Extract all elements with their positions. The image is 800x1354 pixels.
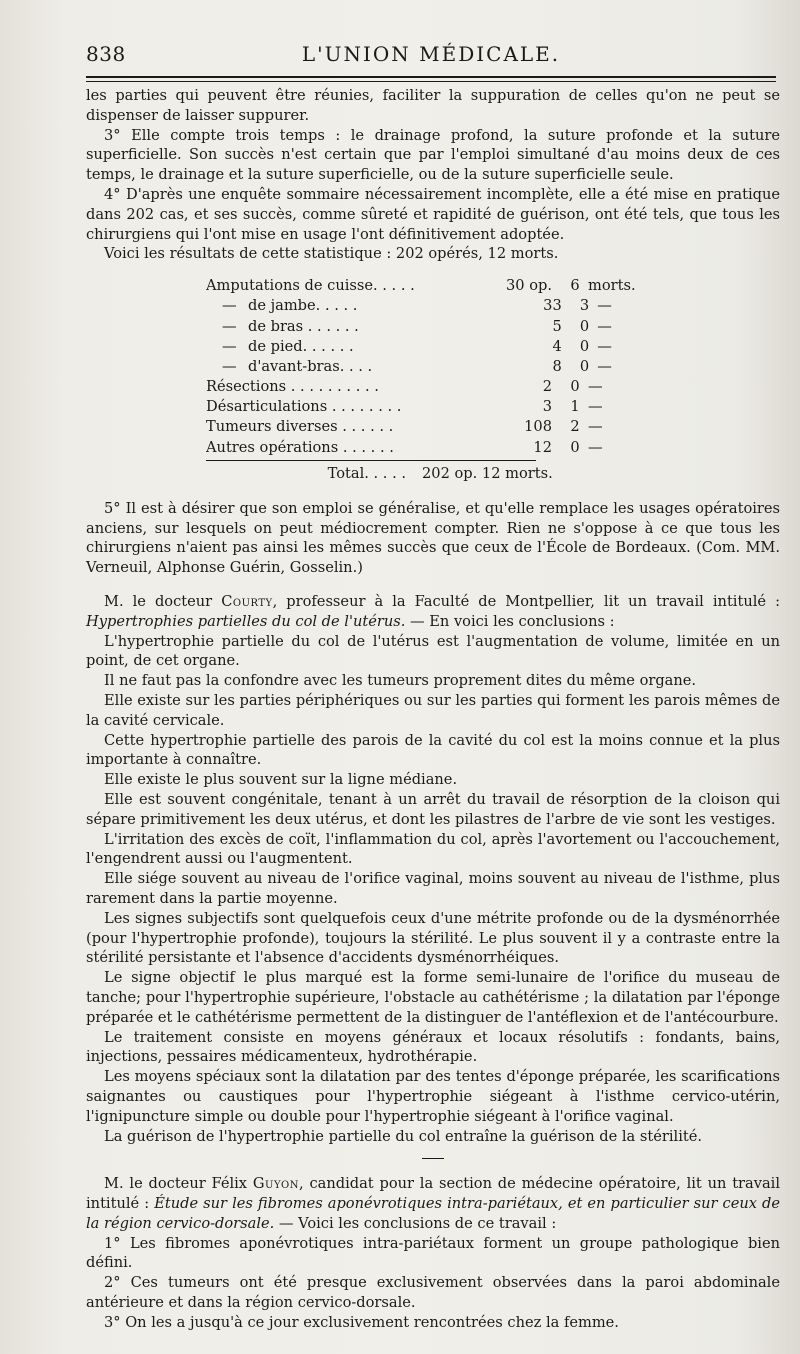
table-row bbox=[206, 337, 666, 357]
paragraph: Les moyens spéciaux sont la dilatation par des tentes d'éponge préparée, les scarifications saignantes ou caustiques pour l'hypertrophie siégeant à l'isthme cervico-utérin, l'ignipuncture simple ou double pour l'hypertrophie siégeant à l'orifice vaginal. bbox=[86, 1068, 780, 1125]
table-row bbox=[206, 397, 666, 417]
row-label bbox=[206, 357, 485, 377]
row-deaths: 2 bbox=[570, 418, 580, 436]
guyon-after-title: — Voici les conclusions de ce travail : bbox=[274, 1214, 557, 1232]
conclusion-paragraph bbox=[86, 499, 780, 578]
ditto-dash: — bbox=[222, 337, 237, 355]
paragraph: 3° Elle compte trois temps : le drainage profond, la suture profonde et la suture superficielle. Son succès n'est certain que par l'emploi simultané d'au moins deux de ces temps, le drainage et la suture superficielle, ou de la suture superficielle seule. bbox=[86, 126, 780, 184]
row-unit: — bbox=[597, 297, 612, 315]
row-deaths: 0 bbox=[570, 378, 580, 396]
table-row bbox=[206, 276, 666, 296]
row-label-text: de bras . . . . . . bbox=[248, 317, 359, 335]
row-unit: — bbox=[588, 378, 603, 396]
table-row bbox=[206, 438, 666, 458]
row-label bbox=[206, 296, 485, 316]
commission-note: (Com. MM. Verneuil, Alphonse Guérin, Gosselin.) bbox=[86, 539, 780, 577]
table-row bbox=[206, 377, 666, 397]
table-row bbox=[206, 417, 666, 437]
guyon-lead-2: , candidat pour la section de médecine opératoire, lit un travail intitulé : bbox=[86, 1175, 781, 1212]
paragraph: 4° D'après une enquête sommaire nécessairement incomplète, elle a été mise en pratique dans 202 cas, et ses succès, comme sûreté et rapidité de guérison, ont été tels, que tous les chirurgiens qui l'ont mise en usage l'ont définitivement adoptée. bbox=[86, 185, 780, 243]
row-deaths: 0 bbox=[579, 317, 590, 335]
row-operations: 33 bbox=[543, 297, 562, 315]
total-deaths: 12 bbox=[481, 464, 501, 482]
row-operations: 5 bbox=[552, 317, 562, 335]
paragraph: 2° Ces tumeurs ont été presque exclusivement observées dans la paroi abdominale antérieure et dans la région cervico-dorsale. bbox=[86, 1274, 780, 1311]
row-operations: 30 op. bbox=[506, 277, 552, 295]
row-operations: 2 bbox=[542, 378, 552, 396]
row-deaths: 0 bbox=[579, 337, 590, 355]
header-rule-thin bbox=[86, 81, 776, 82]
row-label bbox=[206, 417, 474, 437]
paragraph: L'irritation des excès de coït, l'inflammation du col, après l'avortement ou l'accouchement, l'engendrent aussi ou l'augmentent. bbox=[86, 830, 780, 868]
row-label bbox=[206, 337, 485, 357]
paragraph: Cette hypertrophie partielle des parois de la cavité du col est la moins connue et la plus importante à connaître. bbox=[86, 731, 780, 769]
paragraph: Le traitement consiste en moyens généraux et locaux résolutifs : fondants, bains, injections, pessaires médicamenteux, hydrothérapie. bbox=[86, 1028, 780, 1066]
paragraph: L'hypertrophie partielle du col de l'utérus est l'augmentation de volume, limitée en un point, de cet organe. bbox=[86, 632, 780, 670]
header-rule bbox=[86, 76, 776, 78]
row-deaths: 0 bbox=[579, 357, 590, 375]
row-operations: 3 bbox=[542, 398, 552, 416]
guyon-lead: M. le docteur Félix bbox=[104, 1175, 248, 1193]
total-rule bbox=[206, 460, 536, 461]
paragraph: Le signe objectif le plus marqué est la forme semi-lunaire de l'orifice du museau de tanche; pour l'hypertrophie supérieure, l'obstacle au cathétérisme ; la dilatation par l'éponge préparée et le cathétérisme permettent de la distinguer de l'antéflexion et de l'antécourbure. bbox=[86, 969, 780, 1026]
paragraph: 3° On les a jusqu'à ce jour exclusivement rencontrées chez la femme. bbox=[104, 1313, 619, 1331]
row-operations: 108 bbox=[524, 418, 552, 436]
row-deaths: 3 bbox=[579, 297, 590, 315]
table-row bbox=[206, 357, 666, 377]
paragraph: Les signes subjectifs sont quelquefois ceux d'une métrite profonde ou de la dysménorrhée (pour l'hypertrophie profonde), toujours la stérilité. Le plus souvent il y a contraste entre la stérilité persistante et l'absence d'accidents dysménorrhéiques. bbox=[86, 909, 780, 967]
courty-lead-2: , professeur à la Faculté de Montpellier, lit un travail intitulé : bbox=[272, 593, 781, 611]
row-unit: — bbox=[597, 357, 612, 375]
guyon-conclusions bbox=[86, 1234, 780, 1333]
table-row bbox=[206, 296, 666, 316]
total-label: Total. . . . . bbox=[327, 464, 406, 482]
courty-lead: M. le docteur bbox=[104, 593, 213, 611]
paragraph: La guérison de l'hypertrophie partielle du col entraîne la guérison de la stérilité. bbox=[104, 1127, 703, 1145]
row-unit: morts. bbox=[588, 277, 636, 295]
row-label bbox=[206, 377, 474, 397]
paper-title: Étude sur les fibromes aponévrotiques intra-pariétaux, et en particulier sur ceux de la région cervico-dorsale. bbox=[86, 1194, 780, 1232]
row-label-text: Désarticulations . . . . . . . . bbox=[206, 398, 402, 416]
row-unit: — bbox=[588, 418, 603, 436]
body-text bbox=[86, 86, 780, 1333]
row-label bbox=[206, 276, 474, 296]
row-operations: 8 bbox=[552, 357, 562, 375]
row-unit: — bbox=[588, 398, 603, 416]
page-number: 838 bbox=[86, 42, 126, 66]
courty-intro bbox=[86, 592, 780, 632]
total-row bbox=[246, 463, 780, 485]
row-label-text: Résections . . . . . . . . . . bbox=[206, 378, 379, 396]
row-unit: — bbox=[597, 317, 612, 335]
table-row bbox=[206, 317, 666, 337]
section-separator bbox=[86, 1148, 780, 1168]
total-operations: 202 op. bbox=[422, 464, 478, 482]
ditto-dash: — bbox=[222, 317, 237, 335]
paragraph: Elle existe sur les parties périphériques ou sur les parties qui forment les parois mêmes de la cavité cervicale. bbox=[86, 692, 780, 729]
row-unit: — bbox=[597, 337, 612, 355]
ditto-dash: — bbox=[222, 297, 237, 315]
statistics-table bbox=[206, 276, 666, 458]
row-deaths: 6 bbox=[570, 277, 580, 295]
paragraph: Il ne faut pas la confondre avec les tumeurs proprement dites du même organe. bbox=[104, 672, 697, 690]
row-operations: 4 bbox=[552, 337, 562, 355]
paragraph: les parties qui peuvent être réunies, faciliter la suppuration de celles qu'on ne peut se dispenser de laisser suppurer. bbox=[86, 87, 780, 124]
row-label bbox=[206, 438, 474, 458]
courty-conclusions bbox=[86, 632, 780, 1147]
row-label-text: Autres opérations . . . . . . bbox=[206, 438, 394, 456]
author-name: Guyon bbox=[252, 1175, 300, 1193]
paragraph: 1° Les fibromes aponévrotiques intra-pariétaux forment un groupe pathologique bien défini. bbox=[86, 1234, 780, 1272]
row-operations: 12 bbox=[533, 438, 552, 456]
row-deaths: 0 bbox=[570, 438, 580, 456]
ditto-dash: — bbox=[222, 357, 237, 375]
guyon-intro bbox=[86, 1174, 780, 1233]
row-unit: — bbox=[588, 438, 603, 456]
paper-title: Hypertrophies partielles du col de l'utérus. bbox=[86, 612, 406, 630]
paragraph: Voici les résultats de cette statistique : 202 opérés, 12 morts. bbox=[104, 245, 559, 263]
running-title: L'UNION MÉDICALE. bbox=[301, 42, 561, 66]
page-header bbox=[86, 36, 776, 70]
total-unit: morts. bbox=[505, 464, 553, 482]
row-label-text: de pied. . . . . . bbox=[248, 337, 354, 355]
courty-after-title: — En voici les conclusions : bbox=[405, 612, 615, 630]
row-label bbox=[206, 397, 474, 417]
row-deaths: 1 bbox=[570, 398, 580, 416]
row-label-text: d'avant-bras. . . . bbox=[248, 357, 373, 375]
row-label bbox=[206, 317, 485, 337]
paragraph: Elle existe le plus souvent sur la ligne médiane. bbox=[104, 771, 458, 789]
row-label-text: Amputations de cuisse. . . . . bbox=[206, 277, 415, 295]
conclusion-text: 5° Il est à désirer que son emploi se généralise, et qu'elle remplace les usages opératoires anciens, sur lesquels on peut médiocrement compter. Rien ne s'oppose à ce que tous les chirurgiens n'aient pas ainsi les mêmes succès que ceux de l'École de Bordeaux. bbox=[86, 499, 780, 557]
row-label-text: Tumeurs diverses . . . . . . bbox=[206, 418, 394, 436]
paragraph: Elle siége souvent au niveau de l'orifice vaginal, moins souvent au niveau de l'isthme, plus rarement dans la partie moyenne. bbox=[86, 870, 780, 907]
paragraph: Elle est souvent congénitale, tenant à un arrêt du travail de résorption de la cloison qui sépare primitivement les deux utérus, et dont les pilastres de l'arbre de vie sont les vestiges. bbox=[86, 791, 780, 828]
author-name: Courty bbox=[221, 593, 273, 611]
row-label-text: de jambe. . . . . bbox=[248, 297, 358, 315]
